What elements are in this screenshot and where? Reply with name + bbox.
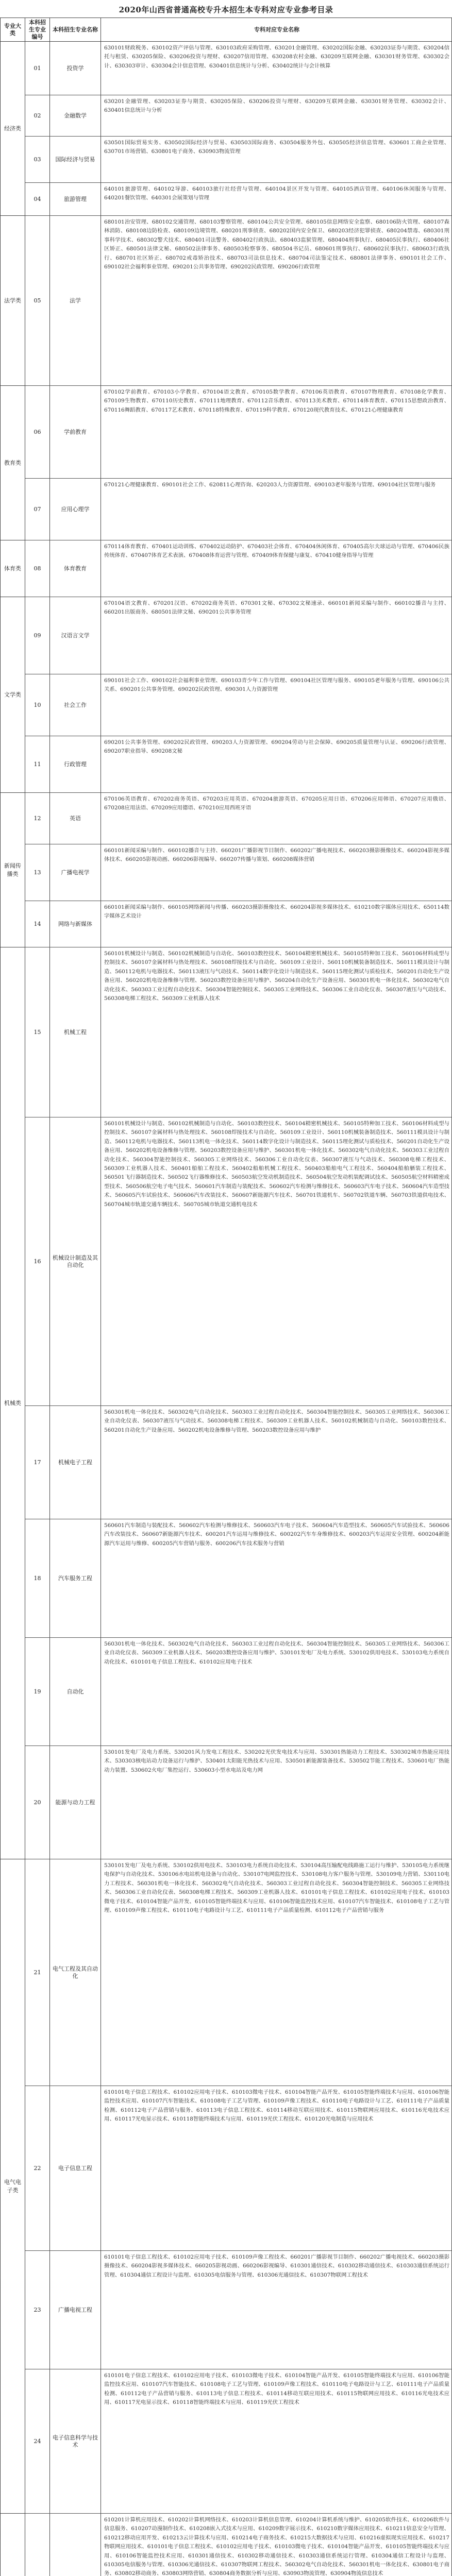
row-number: 01 <box>25 42 50 95</box>
major-table <box>0 18 452 2576</box>
table-row <box>25 95 452 137</box>
row-number: 09 <box>25 597 50 674</box>
row-corresponding-majors: 660101新闻采编与制作、660102播音与主持、660201广播影视节目制作、660202广播电视技术、660203摄影摄像技术、660204影视多媒体技术、660205影视动画、660206影视编导、660207传播与策划、660208媒体营销 <box>104 848 449 863</box>
header-num: 本科招生专业编号 <box>25 18 50 42</box>
table-row <box>25 42 452 95</box>
row-major-name: 行政管理 <box>50 736 101 792</box>
row-number: 16 <box>25 1117 50 1405</box>
row-corresponding-majors: 610101电子信息工程技术、610102应用电子技术、610103微电子技术、610104智能产品开发、610105智能终端技术与应用、610106智能监控技术应用、610107汽车智能技术、610108电子工艺与管理、610109声像工程技术、610110电子电路设计与工艺、610111电子产品质量检测、610112电子产品营销与服务、610113电子信息工程技术、610114移动互联应用技术、610115物联网应用技术、610116光电技术应用、610117光电显示技术、610118智能终端技术与应用、610119光伏工程技术 <box>104 2372 449 2406</box>
table-row <box>25 793 452 844</box>
row-corresponding-majors: 610101电子信息工程技术、610102应用电子技术、610109声像工程技术、660201广播影视节目制作、660202广播电视技术、660203摄影摄像技术、660204影视多媒体技术、660205影视动画、660206影视编导、610301通信技术、610302移动通信技术、610303通信系统运行管理、610304通信工程设计与监理、610305电信服务与管理、610306光通信技术、610307物联网工程技术 <box>104 2254 449 2278</box>
row-corresponding-majors: 690201公共事务管理、690202民政管理、690203人力资源管理、690204劳动与社会保障、690205质量管理与认证、690206行政管理、690207职业指导、690208文秘 <box>104 739 449 755</box>
row-major-name: 社会工作 <box>50 674 101 736</box>
category-cell: 法学类 <box>1 216 25 386</box>
row-corresponding-majors: 670102学前教育、670103小学教育、670104语文教育、670105数学教育、670106英语教育、670107物理教育、670108化学教育、670109生物教育、670110历史教育、670111地理教育、670112音乐教育、670113美术教育、670114体育教育、670115思想政治教育、670116舞蹈教育、670117艺术教育、670118特殊教育、670119科学教育、670120现代教育技术、670121心理健康教育 <box>104 389 449 413</box>
row-major-name: 电子信息科学与技术 <box>50 2369 101 2513</box>
row-major-name: 汽车服务工程 <box>50 1519 101 1637</box>
row-major-name: 能源与动力工程 <box>50 1746 101 1859</box>
row-number: 05 <box>25 216 50 385</box>
row-major-name: 旅游管理 <box>50 183 101 215</box>
row-corresponding-majors: 560101机械设计与制造、560102机械制造与自动化、560103数控技术、560104精密机械技术、560105特种加工技术、560106材料成型与控制技术、560107金属材料与热处理技术、560108焊接技术与自动化、560109工业设计、560110机械装备制造技术、560111模具设计与制造、560112电机与电器技术、560113液压与气动技术、560114数字化设计与制造技术、560115理化测试与质检技术、560201自动化生产设备应用、560202机电设备维修与管理、560203数控设备应用与维护、560204自动化生产设备应用、560301机电一体化技术、560302电气自动化技术、560303工业过程自动化技术、560304智能控制技术、560305工业网络技术、560306工业自动化仪表、560307液压与气动技术、560308电梯工程技术、560309工业机器人技术 <box>104 951 449 1002</box>
table-row <box>25 947 452 1117</box>
category-cell: 经济类 <box>1 42 25 216</box>
table-row <box>25 216 452 386</box>
row-corresponding-majors: 640101旅游管理、640102导游、640103旅行社经营与管理、640104景区开发与管理、640105酒店管理、640106休闲服务与管理、640201餐饮管理、640301会展策划与管理 <box>104 186 449 201</box>
row-number: 22 <box>25 2086 50 2250</box>
table-row <box>25 901 452 947</box>
header-name: 本科招生专业名称 <box>50 18 101 42</box>
row-corresponding-majors: 670104语文教育、670201汉语、670202商务英语、670301文秘、670302文秘速录、660101新闻采编与制作、660102播音与主持、660201出版商务、680501法律文秘、690201公共事务管理 <box>104 600 449 616</box>
table-row <box>25 597 452 674</box>
row-number: 15 <box>25 947 50 1117</box>
row-corresponding-majors: 560301机电一体化技术、560302电气自动化技术、560303工业过程自动化技术、560304智能控制技术、560305工业网络技术、560306工业自动化仪表、560307液压与气动技术、560308电梯工程技术、560309工业机器人技术、560102机械制造与自动化、560103数控技术、560201自动化生产设备应用、560202机电设备维修与管理、560203数控设备应用与维护 <box>104 1409 449 1433</box>
row-corresponding-majors: 530101发电厂及电力系统、530201风力发电工程技术、530202光伏发电技术与应用、530301热能动力工程技术、530302城市热能应用技术、530303核电站动力设备运行与维护、530401太阳能光热技术与应用、530501新能源装备技术、530502节能工程技术、530601电厂热能动力装置、530602火电厂集控运行、530603小型水电站及电力网 <box>104 1749 449 1773</box>
row-number: 11 <box>25 736 50 792</box>
row-number: 10 <box>25 674 50 736</box>
row-number: 17 <box>25 1406 50 1519</box>
row-major-name: 汉语言文学 <box>50 597 101 674</box>
table-row <box>25 479 452 540</box>
row-major-name: 电子信息工程 <box>50 2086 101 2250</box>
table-row <box>25 674 452 736</box>
table-row <box>25 844 452 901</box>
page-title: 2020年山西省普通高校专升本招生本专科对应专业参考目录 <box>119 5 333 14</box>
row-number: 18 <box>25 1519 50 1637</box>
table-row <box>25 2369 452 2514</box>
table-row <box>25 2251 452 2369</box>
table-row <box>25 183 452 216</box>
row-corresponding-majors: 610101电子信息工程技术、610102应用电子技术、610103微电子技术、610104智能产品开发、610105智能终端技术与应用、610106智能监控技术应用、610107汽车智能技术、610108电子工艺与管理、610109声像工程技术、610110电子电路设计与工艺、610111电子产品质量检测、610112电子产品营销与服务、610113电子信息工程技术、610114移动互联应用技术、610115物联网应用技术、610116光电技术应用、610117光电显示技术、610118智能终端技术与应用、610119光伏工程技术、610120光电制造与应用技术 <box>104 2089 449 2123</box>
row-major-name: 机械工程 <box>50 947 101 1117</box>
table-row <box>25 1406 452 1519</box>
table-row <box>25 1746 452 1859</box>
row-corresponding-majors: 630501国际贸易实务、630502国际经济与贸易、630503国际商务、630504服务外包、630505经济信息管理、630601工商企业管理、630701市场营销、630801电子商务、630903物流管理 <box>104 140 449 155</box>
row-major-name: 学前教育 <box>50 386 101 478</box>
table-row <box>25 1117 452 1406</box>
row-corresponding-majors: 630201金融管理、630203证券与期货、630205保险、630206投资与理财、630209互联网金融、630301财务管理、630302会计、630401信息统计与分析 <box>104 98 449 114</box>
row-major-name: 电气工程及其自动化 <box>50 1859 101 2086</box>
row-corresponding-majors: 530101发电厂及电力系统、530102供用电技术、530103电力系统自动化技术、530104高压输配电线路施工运行与维护、530105电力系统继电保护与自动化技术、530106水电站机电设备与自动化、530107电网监控技术、530108电力客户服务与管理、530109电力营销、530110电力工程技术、560301机电一体化技术、560302电气自动化技术、560303工业过程自动化技术、560304智能控制技术、560305工业网络技术、560306工业自动化仪表、560308电梯工程技术、560309工业机器人技术、610101电子信息工程技术、610102应用电子技术、610103微电子技术、610104智能产品开发、610105智能终端技术与应用、610106智能监控技术应用、610107汽车智能技术、610108电子工艺与管理、610109声像工程技术、610110电子电路设计与工艺、610111电子产品质量检测、610112电子产品营销与服务 <box>104 1862 449 1914</box>
row-corresponding-majors: 670114体育教育、670401运动训练、670402运动防护、670403社会体育、670404休闲体育、670405高尔夫球运动与管理、670406民族传统体育、670407体育艺术表演、670408体育运营与管理、670409体育保健与康复、670410健身指导与管理 <box>104 544 449 559</box>
row-major-name: 机械电子工程 <box>50 1406 101 1519</box>
category-cell: 体育类 <box>1 540 25 597</box>
table-row <box>25 2514 452 2576</box>
row-major-name <box>50 2514 101 2576</box>
row-number: 04 <box>25 183 50 215</box>
row-number: 21 <box>25 1859 50 2086</box>
row-corresponding-majors: 670106英语教育、670202商务英语、670203应用英语、670204旅游英语、670205应用日语、670206应用韩语、670207应用俄语、670208应用法语、670209应用德语、670210应用西班牙语 <box>104 796 449 811</box>
row-major-name: 国际经济与贸易 <box>50 137 101 182</box>
row-corresponding-majors: 660101新闻采编与制作、660105网络新闻与传播、660203摄影摄像技术、660204影视多媒体技术、610210数字媒体应用技术、650114数字媒体艺术设计 <box>104 904 449 920</box>
category-cell: 新闻传播类 <box>1 793 25 947</box>
row-number: 06 <box>25 386 50 478</box>
row-number: 19 <box>25 1638 50 1745</box>
row-number: 03 <box>25 137 50 182</box>
row-major-name: 广播电视学 <box>50 844 101 901</box>
row-number: 07 <box>25 479 50 540</box>
row-major-name: 体育教育 <box>50 540 101 597</box>
row-number: 12 <box>25 793 50 844</box>
category-cell: 电气电子类 <box>1 1859 25 2514</box>
row-major-name: 机械设计制造及其自动化 <box>50 1117 101 1405</box>
header-majors: 专科对应专业名称 <box>101 18 452 42</box>
row-corresponding-majors: 560601汽车制造与装配技术、560602汽车检测与维修技术、560603汽车电子技术、560604汽车造型技术、560605汽车试验技术、560606汽车改装技术、560607新能源汽车技术、600201汽车运用与维修技术、600202汽车车身维修技术、600203汽车运用安全管理、600204新能源汽车运用与维修、600205汽车营销与服务、600206汽车技术服务与营销 <box>104 1522 449 1547</box>
row-number: 24 <box>25 2369 50 2513</box>
table-row <box>25 736 452 793</box>
row-number: 08 <box>25 540 50 597</box>
table-row <box>25 1638 452 1746</box>
row-major-name: 英语 <box>50 793 101 844</box>
row-number <box>25 2514 50 2576</box>
table-row <box>25 540 452 597</box>
category-cell: 教育类 <box>1 386 25 540</box>
row-corresponding-majors: 560101机械设计与制造、560102机械制造与自动化、560103数控技术、560104精密机械技术、560105特种加工技术、560106材料成型与控制技术、560107金属材料与热处理技术、560108焊接技术与自动化、560109工业设计、560110机械装备制造技术、560111模具设计与制造、560112电机与电器技术、560113机电一体化技术、560114数字化设计与制造技术、560115理化测试与质检技术、560201自动化生产设备应用、560202机电设备维修与管理、560203数控设备应用与维护、560301机电一体化技术、560302电气自动化技术、560303工业过程自动化技术、560304智能控制技术、560305工业网络技术、560306工业自动化仪表、560307液压与气动技术、560308电梯工程技术、560309工业机器人技术、560401船舶工程技术、560402船舶机械工程技术、560403船舶电气工程技术、560404船舶舾装工程技术、560501飞行器制造技术、560502飞行器维修技术、560503航空发动机制造技术、560504航空发动机装配调试技术、560505航空材料精密成型技术、560506航空电子电气技术、560601汽车制造与装配技术、560602汽车检测与维修技术、560603汽车电子技术、560604汽车造型技术、560605汽车试验技术、560606汽车改装技术、560607新能源汽车技术、560701铁道机车、560702铁道车辆、560703铁道供电技术、560704城市轨道交通车辆技术、560705城市轨道交通机电技术 <box>104 1121 449 1208</box>
row-corresponding-majors: 630101财政税务、630102资产评估与管理、630103政府采购管理、630201金融管理、630202国际金融、630203证券与期货、630204信托与租赁、630205保险、630206投资与理财、630207信用管理、630208农村金融、630209互联网金融、630301财务管理、630302会计、630303审计、630304会计信息管理、630401信息统计与分析、630402统计与会计核算 <box>104 45 449 69</box>
table-row <box>25 1859 452 2086</box>
row-corresponding-majors: 560301机电一体化技术、560302电气自动化技术、560303工业过程自动化技术、560304智能控制技术、560305工业网络技术、560306工业自动化仪表、560309工业机器人技术、560203数控设备应用与维护、530101发电厂及电力系统、530102供用电技术、530103电力系统自动化技术、610101电子信息工程技术、610102应用电子技术 <box>104 1641 449 1665</box>
row-major-name: 法学 <box>50 216 101 385</box>
row-major-name: 金融数学 <box>50 95 101 136</box>
row-corresponding-majors: 690101社会工作、690102社会福利事业管理、690103青少年工作与管理、690104社区管理与服务、690105老年服务与管理、690106公共关系、690201公共事务管理、690202民政管理、690301人力资源管理 <box>104 677 449 693</box>
category-cell <box>1 2514 25 2576</box>
row-major-name: 网络与新媒体 <box>50 901 101 947</box>
row-major-name: 应用心理学 <box>50 479 101 540</box>
row-number: 13 <box>25 844 50 901</box>
category-cell: 机械类 <box>1 947 25 1859</box>
row-number: 20 <box>25 1746 50 1859</box>
table-row <box>25 386 452 479</box>
row-corresponding-majors: 680101治安管理、680102交通管理、680103警察管理、680104公共安全管理、680105信息网络安全监察、680106防火管理、680107森林消防、680108边防检查、680109边境管理、680201刑事侦查、680202国内安全保卫、680203经济犯罪侦查、680204禁毒、680301刑事科学技术、680302警犬技术、680401司法警务、680402行政执法、680403监狱管理、680404刑事执行、680405民事执行、680406社区矫正、680501法律文秘、680502法律事务、680503检察事务、680504书记员、680601刑事执行、680602民事执行、680603行政执行、680701社区矫正、680702戒毒矫治技术、680703司法信息技术、680704司法鉴定技术、680801法律事务、690101社会工作、690102社会福利事业管理、690201公共事务管理、690202民政管理、690206行政管理 <box>104 219 449 270</box>
header-category: 专业大类 <box>1 18 25 42</box>
table-row <box>25 137 452 183</box>
row-number: 02 <box>25 95 50 136</box>
row-major-name: 投资学 <box>50 42 101 95</box>
row-number: 14 <box>25 901 50 947</box>
row-number: 23 <box>25 2251 50 2369</box>
row-corresponding-majors: 670121心理健康教育、690101社会工作、620811心理咨询、620203人力资源管理、690103老年服务与管理、690104社区管理与服务 <box>104 482 436 488</box>
table-row <box>25 2086 452 2251</box>
row-major-name: 自动化 <box>50 1638 101 1745</box>
row-major-name: 广播电视工程 <box>50 2251 101 2369</box>
table-row <box>25 1519 452 1638</box>
category-cell: 文学类 <box>1 597 25 793</box>
row-corresponding-majors: 610201计算机应用技术、610202计算机网络技术、610203计算机信息管理、610204计算机系统与维护、610205软件技术、610206软件与信息服务、610207动漫制作技术、610208嵌入式技术与应用、610209数字展示技术、610210数字媒体应用技术、610211信息安全与管理、610212移动应用开发、610213云计算技术与应用、610214电子商务技术、610215大数据技术与应用、610216虚拟现实应用技术、610217物联网应用技术、610101电子信息工程技术、610102应用电子技术、610103微电子技术、610104智能产品开发、610105智能终端技术与应用、610106智能监控技术应用、610301通信技术、610302移动通信技术、610303通信系统运行管理、610304通信工程设计与监理、610305电信服务与管理、610306光通信技术、610307物联网工程技术、560302电气自动化技术、560301机电一体化技术、630801电子商务、630802移动商务、630803网络营销、630804商务数据分析与应用、630903物流管理、630904物流信息技术 <box>104 2517 449 2576</box>
